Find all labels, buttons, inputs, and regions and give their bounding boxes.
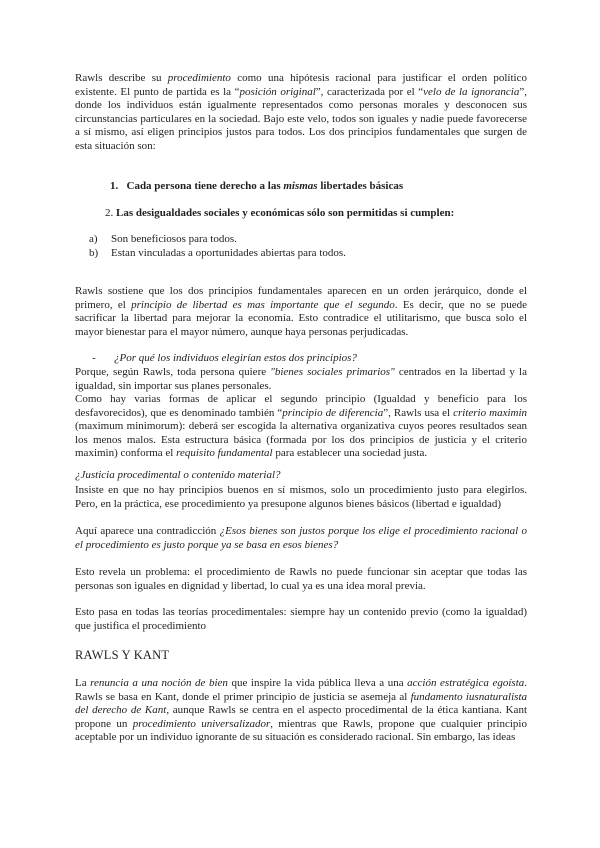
intro-paragraph (75, 72, 527, 153)
list-item-text: Estan vinculadas a oportunidades abiertas para todos. (111, 247, 346, 259)
emphasis-criterio-maximin: criterio maximin (453, 406, 528, 419)
principle-number: 2. (105, 207, 114, 219)
emphasis-requisito-fundamental: requisito fundamental (176, 447, 273, 459)
text-run: Porque, según Rawls, toda persona quiere (75, 366, 271, 378)
condition-a (89, 233, 509, 247)
text-run: Cada persona tiene derecho a las (126, 180, 284, 192)
emphasis-fundamento-iusnaturalista: fundamento iusnaturalista del derecho de Kant (75, 690, 527, 716)
text-run: como una hipótesis racional para justificar el orden político existente. El punto de partida es la “ (75, 72, 527, 98)
principle-2 (105, 207, 530, 221)
procedural-theories-paragraph (75, 606, 527, 633)
emphasis-principio-libertad: principio de libertad es mas importante que el segundo (131, 298, 395, 311)
rawls-kant-paragraph (75, 677, 527, 745)
emphasis-accion-estrategica: acción estratégica egoísta (407, 677, 525, 689)
section-heading-rawls-kant (75, 649, 169, 663)
principle-2-text: Las desigualdades sociales y económicas sólo son permitidas si cumplen: (116, 207, 455, 219)
emphasis-procedimiento: procedimiento (167, 72, 231, 84)
list-dash: - (92, 352, 96, 364)
heading-text: RAWLS Y KANT (75, 648, 170, 662)
text-run: ”, caracterizada por el “ (315, 85, 424, 98)
primary-goods-paragraph (75, 366, 527, 393)
list-item-text: Son beneficiosos para todos. (111, 233, 237, 245)
text-run: Esto revela un problema: el procedimiento de Rawls no puede funcionar sin aceptar que todas las personas son iguales en dignidad y libertad, lo cual ya es una idea moral previa. (75, 566, 527, 592)
emphasis-principio-diferencia: principio de diferencia (282, 406, 384, 419)
text-run: Esto pasa en todas las teorías procedimentales: siempre hay un contenido previo (como la igualdad) que justifica el procedimiento (75, 606, 527, 632)
text-run: Insiste en que no hay principios buenos en sí mismos, solo un procedimiento justo para elegirlos. Pero, en la práctica, ese procedimiento ya presupone algunos bienes básicos (libertad e igualdad) (75, 484, 527, 510)
principle-number: 1. (110, 180, 119, 192)
principle-1 (110, 180, 530, 194)
question-procedural-justice (75, 469, 527, 483)
emphasis-procedimiento-universalizador: procedimiento universalizador (132, 717, 271, 730)
contradiction-paragraph (75, 525, 527, 552)
emphasis-posicion-original: posición original (239, 85, 316, 98)
question-text: ¿Justicia procedimental o contenido material? (75, 469, 281, 481)
text-run: Aquí aparece una contradicción (75, 525, 220, 537)
text-run: Como hay varias formas de aplicar el segundo principio (Igualdad y beneficio para los desfavorecidos), que es denominado también “ (75, 393, 527, 419)
text-run: . Rawls se basa en Kant, donde el primer principio de justicia se asemeja al (75, 677, 528, 703)
emphasis-contradiction-question: ¿Esos bienes son justos porque los elige el procedimiento racional o el procedimiento es justo porque ya se basa en esos bienes? (75, 525, 527, 551)
emphasis-bienes-sociales: "bienes sociales primarios" (270, 366, 395, 378)
text-run: que inspire la vida pública lleva a una (227, 677, 408, 689)
maximin-paragraph (75, 393, 527, 461)
text-run: , mientras que Rawls, propone que cualquier principio aceptable por un individuo ignorante de su situación es considerado racional. Sin embargo, las ideas (75, 717, 527, 743)
emphasis-renuncia: renuncia a una noción de bien (90, 677, 228, 689)
text-run: centrados en la libertad y la igualdad, sin importar sus planes personales. (75, 366, 527, 392)
text-run: Rawls describe su (75, 72, 168, 84)
hierarchy-paragraph (75, 285, 527, 339)
text-run: ”, Rawls usa el (383, 406, 454, 419)
question-why-principles (92, 352, 512, 366)
problem-paragraph (75, 566, 527, 593)
list-marker: a) (89, 233, 98, 245)
text-run: ”, donde los individuos están igualmente representados como personas morales y desconocen sus circunstancias particulares en la sociedad. Bajo este velo, todos son iguales y nadie puede favorecerse a sí mismo, así eligen principios justos para todos. Los dos principios fundamentales que surgen de esta situación son: (75, 85, 527, 152)
text-run: para establecer una sociedad justa. (272, 447, 428, 459)
condition-b (89, 247, 509, 261)
text-run: libertades básicas (317, 180, 404, 192)
procedure-paragraph (75, 484, 527, 511)
text-run: (maximum minimorum): deberá ser escogida la alternativa organizativa cuyos peores resultados sean los menos malos. Esta estructura básica (formada por los dos principios de justicia y el criterio maximin) conforma el (75, 420, 527, 459)
list-marker: b) (89, 247, 99, 259)
question-text: ¿Por qué los individuos elegirían estos dos principios? (114, 352, 357, 364)
text-run: . Es decir, que no se puede sacrificar la libertad para mejorar la economía. Esto contradice el utilitarismo, que busca solo el mayor bienestar para el mayor número, aunque haya personas perjudicadas. (75, 298, 527, 338)
text-run: , aunque Rawls se centra en el aspecto procedimental de la ética kantiana. Kant propone un (75, 704, 527, 730)
emphasis-mismas: mismas (283, 180, 318, 192)
emphasis-velo-ignorancia: velo de la ignorancia (423, 85, 520, 98)
text-run: Rawls sostiene que los dos principios fundamentales aparecen en un orden jerárquico, donde el primero, el (75, 285, 527, 311)
text-run: La (75, 677, 91, 689)
